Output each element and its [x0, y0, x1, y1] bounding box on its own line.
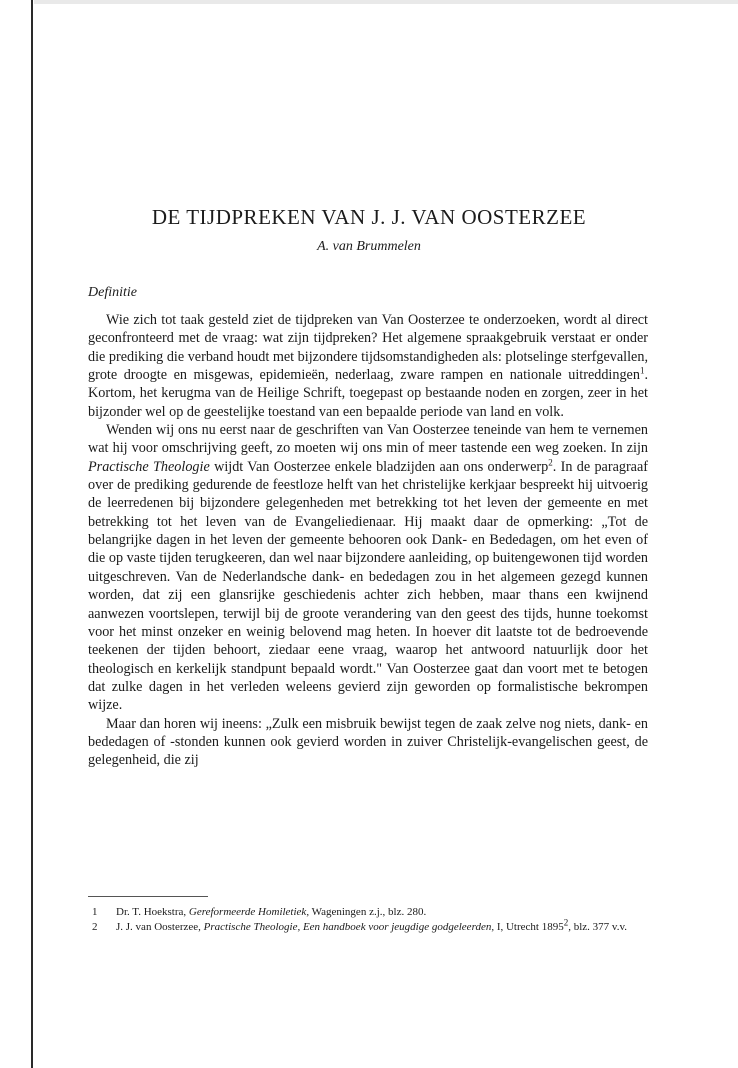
footnote-number: 1 — [92, 906, 98, 918]
italic-text: Practische Theologie — [88, 458, 210, 475]
footnote-reference: 1 — [639, 365, 645, 376]
footnote-divider — [88, 896, 208, 897]
paragraph — [88, 311, 648, 421]
footnote-reference: 2 — [563, 917, 569, 928]
text-run: wijdt Van Oosterzee enkele bladzijden aan ons onderwerp — [209, 458, 549, 475]
article-body — [88, 311, 648, 770]
footnote-text — [116, 917, 648, 935]
paragraph — [88, 715, 648, 770]
italic-text: Gereformeerde Homiletiek, — [188, 906, 310, 918]
text-run: I, Utrecht 1895 — [494, 921, 564, 933]
footnotes — [88, 905, 648, 935]
footnote-number: 2 — [92, 921, 98, 933]
text-run: Wenden wij ons nu eerst naar de geschriften van Van Oosterzee teneinde van hem te vernemen wat hij voor omschrijving geeft, zo moeten wij ons min of meer tastende een weg zoeken. In zijn — [88, 422, 648, 457]
paragraph — [88, 421, 648, 715]
text-run: J. J. van Oosterzee, — [116, 921, 204, 933]
text-run: . In de paragraaf over de prediking gedurende de feestloze helft van het christelijke kerkjaar bespreekt hij uitvoerig de leerredenen bij bijzondere gelegenheden met betrekking tot het leven der gemeente en met betrekking tot het leven van de Evangeliedienaar. Hij maakt daar de opmerking: „Tot de belangrijke dagen in het leven der gemeente behooren ook Dank- en Bededagen, om het even of die op vaste tijden terugkeeren, dan wel naar bijzondere aanleiding, op buitengewonen tijd worden uitgeschreven. Van de Nederlandsche dank- en bededagen zou in het algemeen gezegd kunnen worden, dat zij een glansrijke geschiedenis achter zich hebben, maar thans een kwijnend aanwezen voortslepen, terwijl bij de groote verandering van den geest des tijds, hunne toekomst voor het minst onzeker en weinig belovend mag heten. In hoever dit laatste tot de bedroevende teekenen der tijden behoort, ziedaar eene vraag, waarop het antwoord natuurlijk door het theologisch en kerkelijk standpunt bepaald wordt." Van Oosterzee gaat dan voort met te betogen dat zulke dagen in het verleden weleens gevierd zijn geworden op formalistische bekrompen wijze. — [88, 458, 649, 714]
scan-edge-top — [0, 0, 738, 4]
scan-edge-left — [0, 0, 34, 1068]
text-run: . Kortom, het kerugma van de Heilige Schrift, toegepast op bestaande noden en zorgen, zeer in het bijzonder wel op de geestelijke toestand van een bepaalde periode van land en volk. — [88, 367, 648, 420]
text-run: Dr. T. Hoekstra, — [116, 906, 189, 918]
text-run: Wie zich tot taak gesteld ziet de tijdpreken van Van Oosterzee te onderzoeken, wordt al direct geconfronteerd met de vraag: wat zijn tijdpreken? Het algemene spraakgebruik verstaat er onder die prediking die verband houdt met bijzondere tijdsomstandigheden als: plotselinge sterfgevallen, grote droogte en misgewas, epidemieën, nederlaag, zware rampen en nationale uitreddingen — [88, 312, 648, 384]
text-run: , blz. 377 v.v. — [568, 921, 627, 933]
text-run: Maar dan horen wij ineens: „Zulk een misbruik bewijst tegen de zaak zelve nog niets, dank- en bededagen of -stonden kunnen ook gevierd worden in zuiver Christelijk-evangelischen geest, de gelegenheid, die zij — [88, 715, 648, 769]
article-author: A. van Brummelen — [317, 239, 421, 254]
footnote-reference: 2 — [548, 457, 553, 468]
article-title: DE TIJDPREKEN VAN J. J. VAN OOSTERZEE — [151, 205, 587, 229]
footnote — [88, 917, 648, 935]
section-heading: Definitie — [88, 285, 137, 300]
text-run: Wageningen z.j., blz. 280. — [309, 906, 427, 918]
italic-text: Practische Theologie, Een handboek voor jeugdige godgeleerden, — [203, 921, 495, 933]
